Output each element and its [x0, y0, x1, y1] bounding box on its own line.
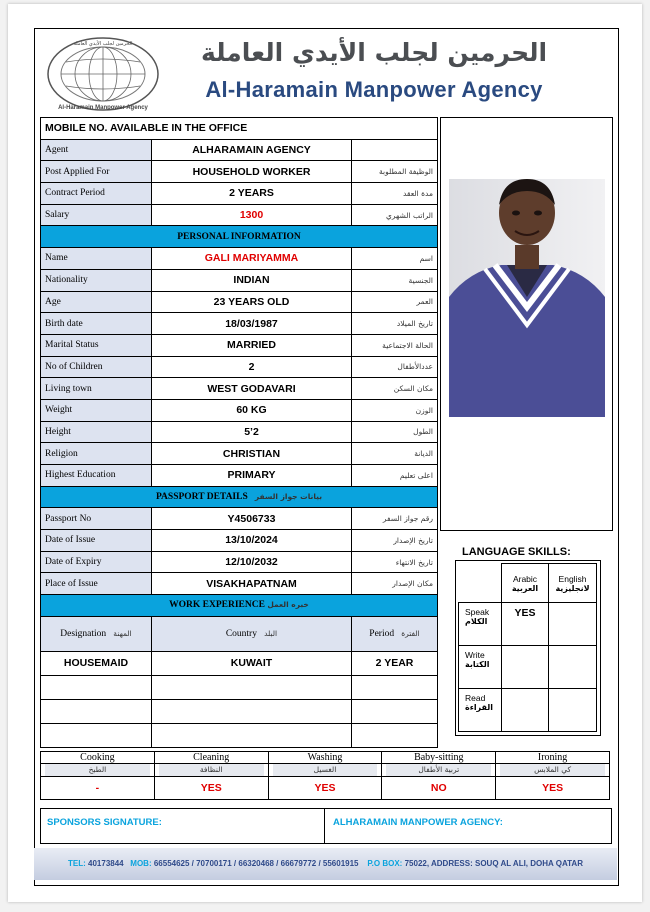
section-personal-info: PERSONAL INFORMATION [41, 226, 438, 248]
agency-logo [46, 36, 160, 112]
field-row-weight: Weight 60 KG الوزن [41, 399, 438, 421]
col-country: Country [225, 628, 257, 639]
contact-footer: TEL: 40173844 MOB: 66554625 / 70700171 / 66320468 / 66679772 / 55601915 P.O BOX: 75022, ADDRESS: SOUQ AL ALI, DOHA QATAR [34, 848, 617, 880]
work-header-row: Designation المهنة Country البلد Period الفترة [41, 616, 438, 651]
field-row-birth-date: Birth date 18/03/1987 تاريخ الميلاد [41, 313, 438, 335]
skills-value-row: - YES YES NO YES [41, 777, 610, 800]
field-row-marital: Marital Status MARRIED الحالة الاجتماعية [41, 334, 438, 356]
field-row-contract: Contract Period 2 YEARS مدة العقد [41, 183, 438, 205]
language-row-write: Write الكتابة [459, 646, 597, 689]
work-row-empty [41, 675, 438, 699]
skill-cooking: Cooking [41, 752, 155, 764]
svg-text:Al-Haramain Manpower Agency: Al-Haramain Manpower Agency [58, 105, 148, 111]
field-row-place-of-issue: Place of Issue VISAKHAPATNAM مكان الإصدار [41, 573, 438, 595]
footer-tel: 40173844 [88, 859, 124, 868]
field-row-nationality: Nationality INDIAN الجنسية [41, 269, 438, 291]
col-arabic: Arabic العربية [502, 564, 549, 603]
agency-signature-label: ALHARAMAIN MANPOWER AGENCY: [333, 817, 503, 828]
field-row-children: No of Children 2 عددالأطفال [41, 356, 438, 378]
field-row-passport-no: Passport No Y4506733 رقم جواز السفر [41, 508, 438, 530]
cv-details-table [40, 117, 438, 748]
skills-name-row [41, 752, 610, 764]
work-row-empty [41, 699, 438, 723]
mobile-row: MOBILE NO. AVAILABLE IN THE OFFICE [41, 118, 438, 140]
field-row-name: Name GALI MARIYAMMA اسم [41, 248, 438, 270]
language-header-row [459, 564, 597, 603]
skill-baby-sitting: Baby-sitting [382, 752, 496, 764]
sponsor-signature-label: SPONSORS SIGNATURE: [47, 817, 162, 828]
field-row-age: Age 23 YEARS OLD العمر [41, 291, 438, 313]
field-row-religion: Religion CHRISTIAN الديانة [41, 443, 438, 465]
col-designation: Designation [60, 628, 107, 639]
skills-table [40, 751, 610, 800]
language-row-read: Read القراءة [459, 689, 597, 732]
work-row: HOUSEMAID KUWAIT 2 YEAR [41, 651, 438, 675]
field-row-salary: Salary 1300 الراتب الشهري [41, 204, 438, 226]
language-skills-table [458, 563, 597, 732]
field-row-living-town: Living town WEST GODAVARI مكان السكن [41, 378, 438, 400]
footer-address: 75022, ADDRESS: SOUQ AL ALI, DOHA QATAR [404, 859, 583, 868]
agency-name-english: Al-Haramain Manpower Agency [205, 77, 543, 102]
col-english: English لانجليزية [549, 564, 597, 603]
field-row-post: Post Applied For HOUSEHOLD WORKER الوظيفة المطلوبة [41, 161, 438, 183]
signature-box [40, 808, 612, 844]
skills-arabic-row: الطبخ النظافة الغسيل تربية الأطفال كي الملابس [41, 764, 610, 777]
section-passport-details: PASSPORT DETAILS بيانات جواز السفر [41, 486, 438, 508]
language-skills-title: LANGUAGE SKILLS: [462, 546, 571, 558]
svg-text:الحرمين لجلب الأيدي العاملة: الحرمين لجلب الأيدي العاملة [73, 41, 133, 47]
skill-cleaning: Cleaning [154, 752, 268, 764]
field-row-date-of-issue: Date of Issue 13/10/2024 تاريخ الإصدار [41, 530, 438, 552]
field-row-education: Highest Education PRIMARY اعلى تعليم [41, 465, 438, 487]
section-work-experience: WORK EXPERIENCE خبره العمل [41, 595, 438, 617]
agency-name-arabic: الحرمين لجلب الأيدي العاملة [200, 38, 548, 67]
skill-ironing: Ironing [496, 752, 610, 764]
work-row-empty [41, 723, 438, 747]
footer-mob: 66554625 / 70700171 / 66320468 / 66679772 / 55601915 [153, 859, 359, 868]
field-row-height: Height 5’2 الطول [41, 421, 438, 443]
language-row-speak: Speak الكلام YES [459, 603, 597, 646]
col-period: Period [369, 628, 395, 639]
skill-washing: Washing [268, 752, 382, 764]
candidate-photo [449, 179, 605, 417]
field-row-agent: Agent ALHARAMAIN AGENCY [41, 139, 438, 161]
signature-divider [324, 809, 325, 843]
field-row-date-of-expiry: Date of Expiry 12/10/2032 تاريخ الانتهاء [41, 551, 438, 573]
